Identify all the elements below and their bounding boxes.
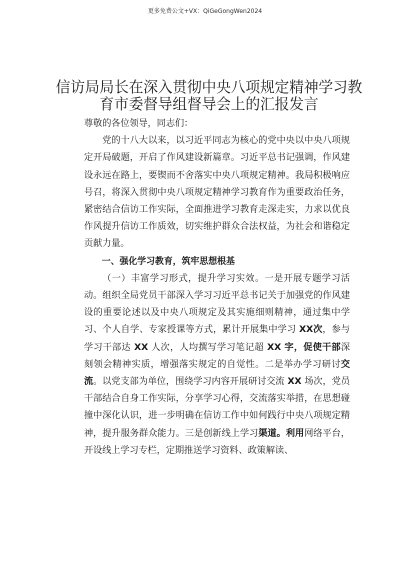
section-heading: 一、强化学习教育，筑牢思想根基 [101, 256, 235, 267]
text-segment: 场次，党员干部结合自身工作实际，分享学习心得，交流落实举措，在思想碰撞中深化认识，进一步明确在信访工作中如何践行中央八项规定精神，提升服务群众能力。三是创新线上学习 [84, 377, 350, 439]
paragraph-study-forms [84, 271, 350, 460]
text-segment: （一）丰富学习形式，提升学习实效。一是开展专题学习活动。组织全局党员干部深入学习习近平总书记关于加强党的作风建设的重要论述以及中央八项规定及其实施细则精神，通过集中学习、个人自学、专家授课等方式，累计开展集中学习 [84, 273, 350, 336]
bold-segment: XX次 [299, 325, 323, 336]
document-title: 信访局局长在深入贯彻中央八项规定精神学习教育市委督导组督导会上的汇报发言 [55, 79, 363, 113]
text-segment: 人次，人均撰写学习笔记超 [148, 342, 268, 353]
text-segment: 网络平台，开设线上学习专栏，定期推送学习资料、政策解读、 [84, 428, 350, 456]
watermark-text: 更多免费公文+VX：QiGeGongWen2024 [147, 8, 263, 15]
text-segment: 深刻领会精神实质，增强落实规定的自觉性。二是举办学习研讨 [84, 342, 350, 370]
document-body [84, 116, 350, 460]
bold-segment: XX 字，促使干部 [267, 342, 341, 353]
bold-segment: 渠道。利用 [258, 428, 305, 439]
bold-segment: XX [287, 377, 302, 388]
text-segment: ，参与学习干部达 [84, 325, 350, 353]
paragraph-intro: 党的十八大以来，以习近平同志为核心的党中央以中央八项规定开局破题，开启了作风建设新篇章。习近平总书记强调，作风建设永远在路上，要锲而不舍落实中央八项规定精神。我局积极响应号召，将深入贯彻中央八项规定精神学习教育作为重要政治任务，紧密结合信访工作实际，全面推进学习教育走深走实，力求以优良作风提升信访工作质效，切实维护群众合法权益，为社会和谐稳定贡献力量。 [84, 136, 350, 250]
text-segment: 。以党支部为单位，围绕学习内容开展研讨交流 [93, 377, 288, 388]
bold-segment: 交流 [84, 359, 350, 388]
bold-segment: XX [134, 342, 149, 353]
greeting: 尊敬的各位领导，同志们： [84, 119, 194, 129]
